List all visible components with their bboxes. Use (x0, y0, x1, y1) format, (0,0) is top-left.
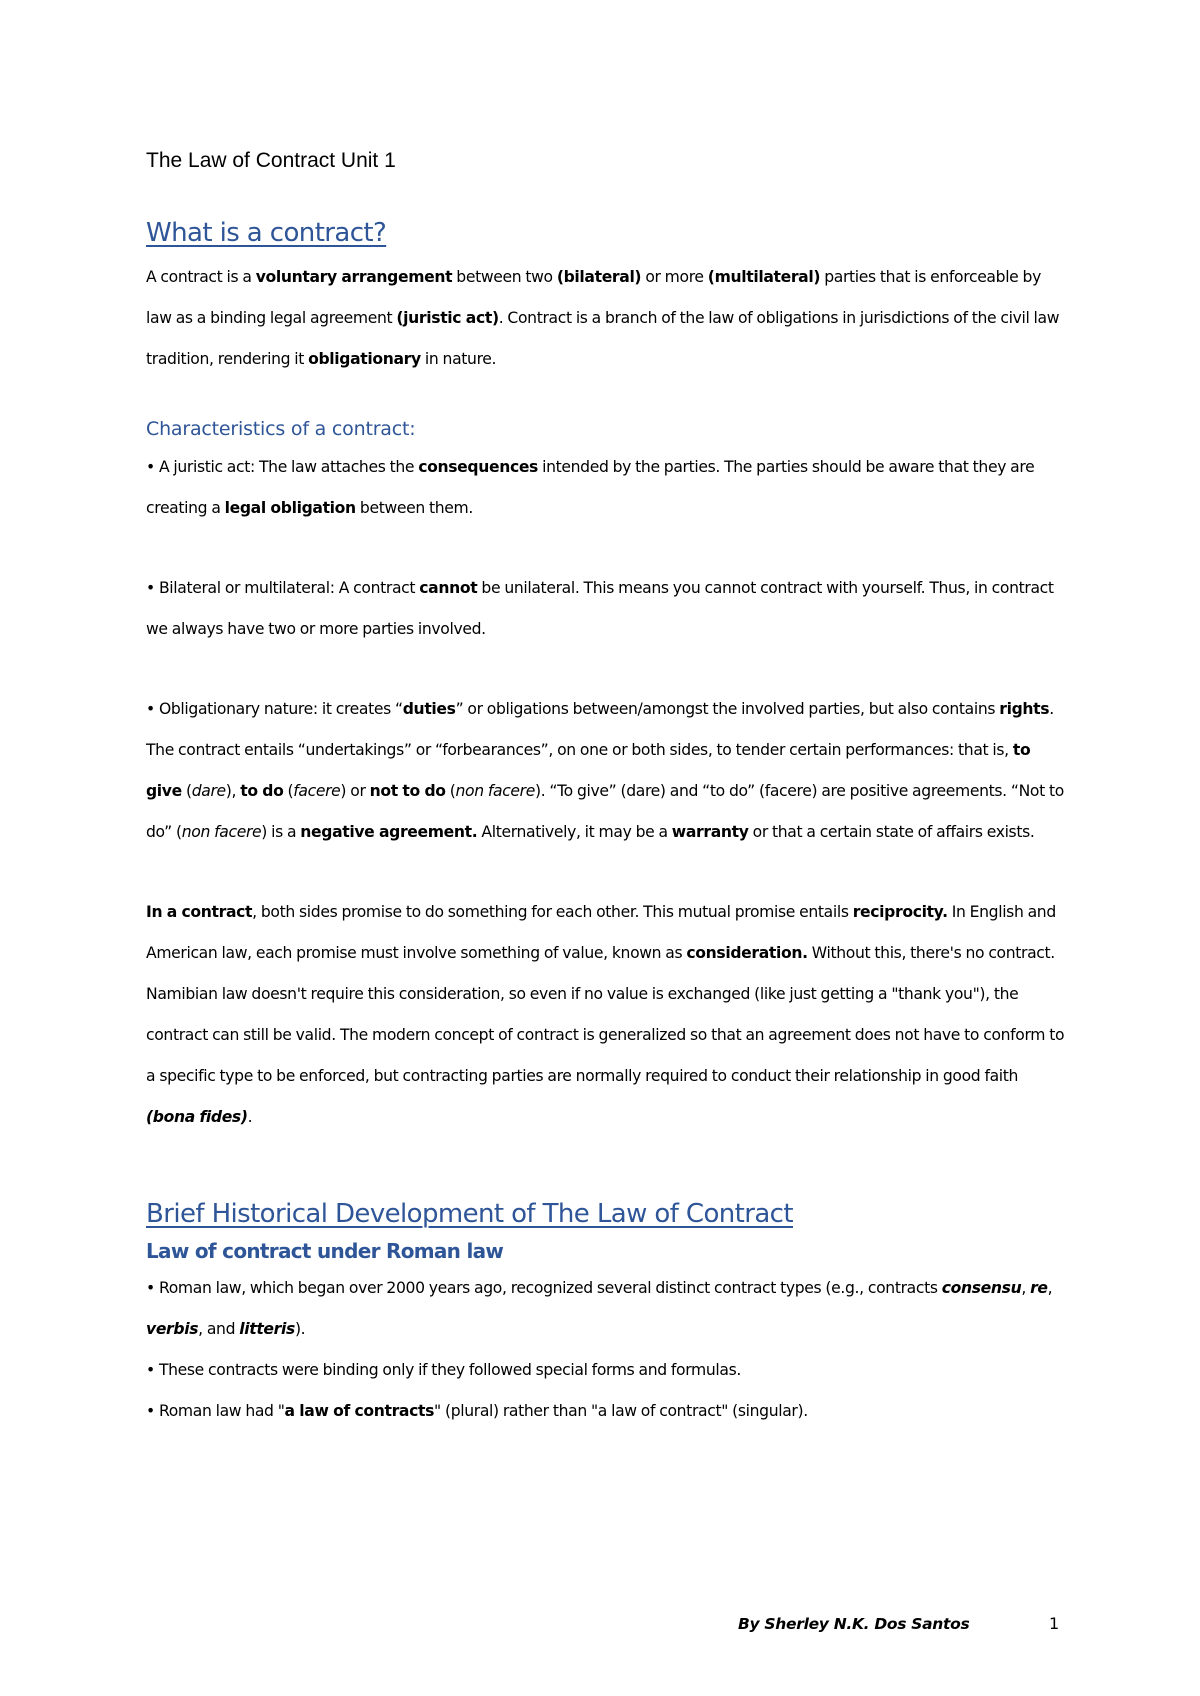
bullet-bilateral: • Bilateral or multilateral: A contract cannot be unilateral. This means you cannot contract with yourself. Thus, in contract we always have two or more parties involved. (146, 579, 1054, 638)
footer-author: By Sherley N.K. Dos Santos (738, 1615, 970, 1633)
bullet-law-of-contracts: • Roman law had "a law of contracts" (plural) rather than "a law of contract" (singular). (146, 1402, 808, 1420)
document-title: The Law of Contract Unit 1 (146, 149, 396, 172)
paragraph-reciprocity: In a contract, both sides promise to do something for each other. This mutual promise entails reciprocity. In English and American law, each promise must involve something of value, known as consideration. Without this, there's no contract. Namibian law doesn't require this consideration, so even if no value is exchanged (like just getting a "thank you"), the contract can still be valid. The modern concept of contract is generalized so that an agreement does not have to conform to a specific type to be enforced, but contracting parties are normally required to conduct their relationship in good faith (bona fides). (146, 903, 1065, 1126)
bullet-special-forms: • These contracts were binding only if they followed special forms and formulas. (146, 1361, 741, 1379)
bullet-juristic-act: • A juristic act: The law attaches the consequences intended by the parties. The parties should be aware that they are creating a legal obligation between them. (146, 458, 1035, 517)
subheading-roman-law: Law of contract under Roman law (146, 1239, 504, 1263)
subheading-characteristics: Characteristics of a contract: (146, 418, 416, 440)
page-number: 1 (1049, 1614, 1060, 1633)
paragraph-definition: A contract is a voluntary arrangement between two (bilateral) or more (multilateral) parties that is enforceable by law as a binding legal agreement (juristic act). Contract is a branch of the law of obligations in jurisdictions of the civil law tradition, rendering it obligationary in nature. (146, 268, 1060, 368)
page-content (146, 146, 1066, 1432)
section-heading-what-is-contract: What is a contract? (146, 218, 387, 248)
bullet-obligationary: • Obligationary nature: it creates “duties” or obligations between/amongst the involved parties, but also contains rights. The contract entails “undertakings” or “forbearances”, on one or both sides, to tender certain performances: that is, to give (dare), to do (facere) or not to do (non facere). “To give” (dare) and “to do” (facere) are positive agreements. “Not to do” (non facere) is a negative agreement. Alternatively, it may be a warranty or that a certain state of affairs exists. (146, 700, 1064, 841)
bullet-roman-contract-types: • Roman law, which began over 2000 years ago, recognized several distinct contract types (e.g., contracts consensu, re, verbis, and litteris). (146, 1279, 1053, 1338)
section-heading-history: Brief Historical Development of The Law of Contract (146, 1199, 793, 1229)
